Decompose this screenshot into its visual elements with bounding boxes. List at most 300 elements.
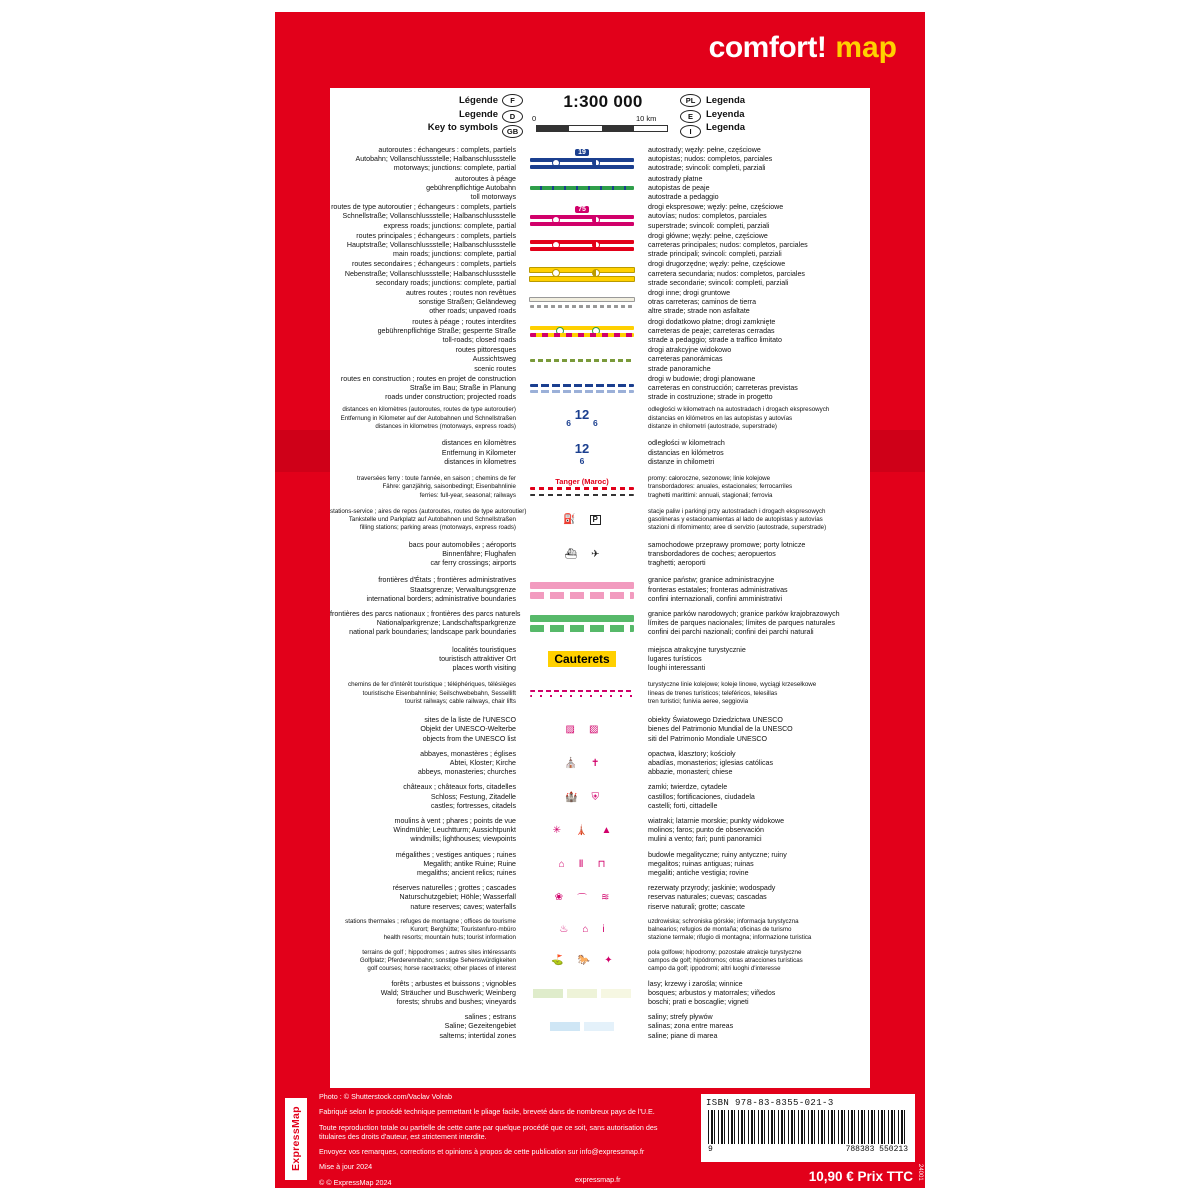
label-de: Naturschutzgebiet; Höhle; Wasserfall: [399, 893, 516, 902]
legend-title-en: Key to symbols: [427, 122, 498, 133]
label-fr: localités touristiques: [452, 645, 516, 654]
language-flags-right: [680, 94, 701, 141]
label-en: scenic routes: [474, 364, 516, 373]
label-pl: drogi w budowie; drogi planowane: [648, 374, 756, 383]
label-es: autopistas; nudos: completos, parciales: [648, 155, 773, 164]
label-it: distanze in chilometri: [648, 457, 715, 466]
symbol-scenic-route: [523, 357, 641, 363]
legend-title-es: Leyenda: [706, 108, 745, 120]
row-symbol: [522, 954, 642, 966]
label-fr: abbayes, monastères ; églises: [420, 749, 516, 758]
label-it: campo da golf; ippodromi; altri luoghi d'interesse: [648, 965, 781, 973]
row-left-text: [330, 541, 522, 569]
label-pl: stacje paliw i parkingi przy autostradach i drogach ekspresowych: [648, 507, 826, 515]
label-de: Schnellstraße; Vollanschlussstelle; Halbanschlussstelle: [342, 212, 516, 221]
row-right-text: [642, 439, 870, 467]
legend-row: [330, 508, 870, 533]
row-right-text: [642, 1013, 870, 1041]
legend-row: [330, 918, 870, 943]
label-pl: obiekty Światowego Dziedzictwa UNESCO: [648, 716, 783, 725]
symbol-ferry-airport: [523, 549, 641, 560]
viewpoint-icon: ▲: [601, 825, 612, 837]
row-right-text: [642, 260, 870, 288]
label-fr: stations-service ; aires de repos (autoroutes, routes de type autoroutier): [330, 507, 527, 515]
row-right-text: [642, 980, 870, 1008]
unesco-icon-2: ▨: [589, 724, 599, 736]
label-fr: routes de type autoroutier ; échangeurs : complets, partiels: [331, 203, 516, 212]
label-en: megaliths; ancient relics; ruines: [417, 868, 516, 877]
intertidal-swatch: [584, 1022, 614, 1031]
label-en: nature reserves; caves; waterfalls: [410, 902, 516, 911]
label-es: transbordadores de coches; aeropuertos: [648, 549, 776, 558]
windmill-icon: ✳: [552, 825, 562, 837]
label-pl: pola golfowe; hipodromy; pozostałe atrakcje turystyczne: [648, 948, 802, 956]
symbol-borders: [523, 580, 641, 600]
row-symbol: [522, 441, 642, 466]
label-de: Abtei, Kloster; Kirche: [449, 758, 516, 767]
legend-row: [330, 289, 870, 317]
row-left-text: [330, 203, 522, 231]
legend-row: [330, 260, 870, 288]
legend-row: [330, 375, 870, 403]
label-pl: granice państw; granice administracyjne: [648, 576, 775, 585]
label-de: Aussichtsweg: [472, 355, 516, 364]
legend-row: [330, 475, 870, 500]
legend-row: [330, 346, 870, 374]
label-es: distancias en kilómetros en las autopistas y autovías: [648, 414, 793, 422]
legend-titles-right: [706, 94, 745, 135]
row-left-text: [330, 851, 522, 879]
label-en: toll-roads; closed roads: [442, 336, 516, 345]
label-pl: budowle megalityczne; ruiny antyczne; ruiny: [648, 850, 787, 859]
row-left-text: [330, 406, 522, 431]
row-left-text: [330, 146, 522, 174]
legend-title-it: Legenda: [706, 122, 746, 133]
label-es: bienes del Patrimonio Mundial de la UNESCO: [648, 725, 793, 734]
row-right-text: [642, 475, 870, 500]
row-right-text: [642, 541, 870, 569]
symbol-megaliths: [523, 859, 641, 870]
row-left-text: [330, 750, 522, 778]
label-es: gasolineras y estacionamientas al lado de autopistas y autovías: [648, 516, 823, 524]
label-it: altre strade; strade non asfaltate: [648, 307, 750, 316]
label-it: autostrade a pedaggio: [648, 193, 719, 202]
label-fr: routes à péage ; routes interdites: [412, 317, 516, 326]
label-en: castles; fortresses, citadels: [430, 801, 516, 810]
label-es: carreteras panorámicas: [648, 355, 723, 364]
row-left-text: [330, 783, 522, 811]
row-symbol: [522, 890, 642, 905]
national-park-band: [530, 615, 634, 622]
legend-row: [330, 146, 870, 174]
label-it: castelli; forti, cittadelle: [648, 801, 718, 810]
label-es: carreteras en construcción; carreteras previstas: [648, 384, 798, 393]
label-en: express roads; junctions: complete, partial: [383, 221, 516, 230]
row-right-text: [642, 508, 870, 533]
brand-word-map: map: [835, 30, 897, 64]
symbol-services: [523, 515, 641, 525]
label-en: salterns; intertidal zones: [439, 1031, 516, 1040]
row-left-text: [330, 576, 522, 604]
row-right-text: [642, 949, 870, 974]
label-it: megaliti; antiche vestigia; rovine: [648, 868, 749, 877]
distance-total-label: 12: [574, 440, 590, 456]
label-en: distances in kilometres (motorways, express roads): [375, 423, 516, 431]
scale-block: [528, 92, 678, 138]
label-de: Saline; Gezeitengebiet: [444, 1022, 516, 1031]
label-it: siti del Patrimonio Mondiale UNESCO: [648, 734, 768, 743]
label-en: other roads; unpaved roads: [429, 307, 516, 316]
symbol-resorts: [523, 926, 641, 934]
label-de: Golfplatz; Pferderennbahn; sonstige Sehenswürdigkeiten: [359, 956, 516, 964]
update-note: Mise à jour 2024: [319, 1162, 373, 1172]
label-fr: autres routes ; routes non revêtues: [405, 289, 516, 298]
label-fr: salines ; estrans: [464, 1013, 516, 1022]
nature-reserve-icon: ❀: [554, 892, 563, 904]
legend-title-de: Legende: [458, 108, 498, 120]
label-en: distances in kilometres: [444, 457, 516, 466]
label-en: international borders; administrative boundaries: [366, 594, 516, 603]
parking-icon: P: [590, 515, 601, 525]
scale-bar: [528, 114, 678, 138]
legend-row: [330, 576, 870, 604]
row-symbol: [522, 614, 642, 634]
label-es: carreteras principales; nudos: completos, parciales: [648, 241, 808, 250]
symbol-tourist-railways: [523, 688, 641, 698]
label-de: Schloss; Festung, Zitadelle: [430, 792, 516, 801]
row-left-text: [330, 439, 522, 467]
label-en: tourist railways; cable railways, chair lifts: [404, 697, 516, 705]
label-fr: distances en kilomètres: [441, 439, 516, 448]
symbol-unesco: [523, 724, 641, 735]
row-left-text: [330, 918, 522, 943]
row-right-text: [642, 289, 870, 317]
legend-row: [330, 203, 870, 231]
label-it: mulini a vento; fari; punti panoramici: [648, 835, 762, 844]
barcode-block: [701, 1094, 915, 1162]
closed-road-line: [530, 333, 634, 337]
label-pl: drogi inne; drogi gruntowe: [648, 289, 731, 298]
scale-ratio: 1:300 000: [563, 92, 643, 111]
express-road-line-2: [530, 222, 634, 226]
barcode-digits: 788383 550213: [845, 1145, 908, 1154]
row-right-text: [642, 646, 870, 674]
scale-max-label: 10 km: [636, 114, 657, 123]
toll-road-line: [530, 326, 634, 330]
row-symbol: [522, 651, 642, 667]
label-de: touristische Eisenbahnlinie; Seilschwebebahn, Sessellift: [362, 689, 516, 697]
scale-min-label: 0: [532, 114, 537, 123]
label-pl: autostrady; węzły: pełne, częściowe: [648, 146, 761, 154]
legend-title-fr: Légende: [458, 95, 498, 106]
label-it: loughi interessanti: [648, 664, 706, 672]
row-left-text: [330, 346, 522, 374]
main-road-line-2: [530, 247, 634, 251]
label-en: national park boundaries; landscape park boundaries: [349, 628, 516, 637]
row-left-text: [330, 716, 522, 744]
row-right-text: [642, 851, 870, 879]
label-pl: wiatraki; latarnie morskie; punkty widokowe: [648, 816, 785, 825]
row-left-text: [330, 980, 522, 1008]
under-construction-line: [530, 384, 634, 387]
label-it: traghetti marittimi: annuali, stagionali; ferrovia: [648, 491, 773, 499]
row-left-text: [330, 1013, 522, 1041]
label-it: tren turistici; funivia aeree, seggiovia: [648, 697, 749, 705]
website-label: expressmap.fr: [575, 1175, 621, 1184]
row-symbol: [522, 382, 642, 394]
price-label: 10,90 € Prix TTC: [808, 1169, 913, 1184]
express-road-line: [530, 215, 634, 219]
label-fr: routes secondaires ; échangeurs : complets, partiels: [351, 260, 516, 269]
label-de: sonstige Straßen; Geländeweg: [418, 298, 516, 307]
legend-title-pl: Legenda: [706, 95, 746, 106]
isbn-label: ISBN 978-83-8355-021-3: [706, 1098, 834, 1108]
express-road-number-badge: 75: [575, 206, 589, 213]
motorway-number-badge: 19: [575, 149, 589, 156]
legend-row: [330, 884, 870, 912]
label-it: strade principali; svincoli: completi, parziali: [648, 250, 782, 259]
label-pl: turystyczne linie kolejowe; koleje linowe, wyciągi krzesełkowe: [648, 681, 817, 689]
publisher-logo: ExpressMap: [285, 1098, 307, 1180]
copyright-note: Toute reproduction totale ou partielle de cette carte par quelque procédé que ce soit, sans autorisation des titulaires des droits d'auteur, est strictement interdite.: [319, 1122, 658, 1141]
symbol-ferry-rail: [523, 478, 641, 498]
main-road-line: [530, 240, 634, 244]
legend-row: [330, 541, 870, 569]
brand-word-comfort: comfort!: [708, 30, 827, 64]
row-left-text: [330, 681, 522, 706]
legend-row: [330, 817, 870, 845]
label-de: Windmühle; Leuchtturm; Aussichtpunkt: [393, 826, 516, 835]
row-right-text: [642, 146, 870, 174]
label-es: carretera secundaria; nudos: completos, parciales: [648, 269, 805, 278]
symbol-main-road: [523, 238, 641, 252]
barcode-side-code: 24001: [917, 1164, 923, 1181]
label-de: Fähre: ganzjährig, saisonbedingt; Eisenbahnlinie: [382, 483, 516, 491]
legend-row: [330, 318, 870, 346]
row-left-text: [330, 646, 522, 674]
label-pl: promy: całoroczne, sezonowe; linie kolejowe: [648, 474, 771, 482]
saltern-swatch: [550, 1022, 580, 1031]
label-it: saline; piane di marea: [648, 1031, 718, 1040]
symbol-motorway: [523, 149, 641, 170]
row-symbol: [522, 825, 642, 836]
label-en: golf courses; horse racetracks; other places of interest: [367, 965, 516, 973]
row-left-text: [330, 289, 522, 317]
label-pl: odległości w kilometrach na autostradach i drogach ekspresowych: [648, 406, 830, 414]
row-symbol: [522, 926, 642, 934]
railway-line: [530, 494, 634, 496]
label-de: Binnenfähre; Flughafen: [442, 549, 516, 558]
row-right-text: [642, 406, 870, 431]
symbol-distance-road: [523, 441, 641, 466]
label-fr: routes en construction ; routes en projet de construction: [340, 374, 516, 383]
cable-car-line: [530, 695, 634, 697]
label-pl: drogi atrakcyjne widokowo: [648, 346, 732, 355]
tourist-information-icon: i: [602, 924, 605, 936]
row-right-text: [642, 610, 870, 638]
vineyard-swatch: [601, 989, 631, 998]
distance-segment-label: 6: [593, 417, 598, 428]
label-es: molinos; faros; punto de observación: [648, 826, 764, 835]
row-left-text: [330, 817, 522, 845]
tourist-railway-line: [530, 690, 634, 692]
row-symbol: [522, 478, 642, 498]
label-es: lugares turísticos: [648, 654, 702, 663]
row-symbol: [522, 206, 642, 227]
row-left-text: [330, 375, 522, 403]
legend-row: [330, 439, 870, 467]
label-it: strade a pedaggio; strade a traffico limitato: [648, 336, 782, 345]
flag-i: I: [680, 125, 701, 138]
row-right-text: [642, 884, 870, 912]
legend-sheet: [330, 88, 870, 1088]
row-symbol: [522, 515, 642, 525]
legend-row: [330, 610, 870, 638]
flag-pl: PL: [680, 94, 701, 107]
label-en: main roads; junctions: complete, partial: [392, 250, 516, 259]
label-it: superstrade; svincoli: completi, parziali: [648, 221, 770, 230]
label-it: strade secondarie; svincoli: completi, parziali: [648, 278, 789, 287]
label-fr: sites de la liste de l'UNESCO: [424, 716, 516, 725]
row-symbol: [522, 149, 642, 170]
unpaved-road-line: [530, 305, 634, 308]
label-de: Straße im Bau; Straße in Planung: [409, 384, 516, 393]
label-de: gebührenpflichtige Straße; gesperrte Straße: [377, 326, 516, 335]
row-symbol: [522, 580, 642, 600]
symbol-roads-under-construction: [523, 382, 641, 394]
label-pl: autostrady płatne: [648, 174, 703, 183]
row-left-text: [330, 232, 522, 260]
row-symbol: [522, 989, 642, 998]
label-en: filling stations; parking areas (motorways, express roads): [359, 524, 516, 532]
ferry-destination-label: Tanger (Maroc): [555, 476, 609, 486]
castle-icon: 🏰: [565, 791, 578, 803]
label-pl: drogi dodatkowo płatne; drogi zamknięte: [648, 317, 776, 326]
symbol-religious: [523, 758, 641, 769]
symbol-castles: [523, 792, 641, 803]
language-flags-left: [502, 94, 523, 141]
label-de: touristisch attraktiver Ort: [439, 654, 516, 663]
label-fr: terrains de golf ; hippodromes ; autres sites intéressants: [362, 948, 516, 956]
label-en: abbeys, monasteries; churches: [417, 768, 516, 777]
distance-segment-label: 6: [566, 417, 571, 428]
label-es: carreteras de peaje; carreteras cerradas: [648, 326, 775, 335]
label-es: campos de golf; hipódromos; otras atracciones turísticas: [648, 956, 803, 964]
row-right-text: [642, 918, 870, 943]
barcode-bars: [708, 1110, 908, 1144]
waterfall-icon: ≋: [601, 892, 610, 904]
label-de: Autobahn; Vollanschlussstelle; Halbanschlussstelle: [355, 155, 516, 164]
secondary-road-line: [529, 267, 635, 273]
label-en: toll motorways: [470, 193, 516, 202]
legend-row: [330, 1013, 870, 1041]
symbol-toll-closed-roads: [523, 324, 641, 338]
abbey-icon: ⛪: [564, 758, 578, 769]
label-fr: autoroutes à péage: [454, 174, 516, 183]
label-es: otras carreteras; caminos de tierra: [648, 298, 757, 307]
symbol-leisure: [523, 954, 641, 966]
row-symbol: [522, 724, 642, 735]
row-left-text: [330, 318, 522, 346]
symbol-distance-motorway: [523, 406, 641, 428]
row-symbol: [522, 185, 642, 192]
unesco-icon: ▨: [565, 724, 575, 736]
row-symbol: [522, 792, 642, 803]
label-es: líneas de trenes turísticos; teleféricos, telesillas: [648, 689, 778, 697]
label-es: megalitos; ruinas antiguas; ruinas: [648, 859, 754, 868]
label-it: autostrade; svincoli: completi, parziali: [648, 164, 766, 173]
fuel-pump-icon: ⛽: [563, 514, 576, 526]
label-de: Entfernung in Kilometer: [441, 448, 516, 457]
row-right-text: [642, 576, 870, 604]
label-es: bosques; arbustos y matorrales; viñedos: [648, 988, 776, 997]
label-es: límites de parques nacionales; límites de parques naturales: [648, 619, 835, 628]
label-de: Megalith; antike Ruine; Ruine: [423, 859, 516, 868]
label-fr: châteaux ; châteaux forts, citadelles: [403, 783, 516, 792]
row-right-text: [642, 346, 870, 374]
label-en: places worth visiting: [452, 664, 516, 672]
airport-icon: ✈: [591, 549, 600, 561]
symbol-secondary-road: [523, 265, 641, 283]
row-right-text: [642, 783, 870, 811]
label-it: traghetti; aeroporti: [648, 559, 706, 568]
label-fr: distances en kilomètres (autoroutes, routes de type autoroutier): [342, 406, 516, 414]
legend-row: [330, 949, 870, 974]
forest-swatch: [533, 989, 563, 998]
row-left-text: [330, 949, 522, 974]
row-symbol: [522, 296, 642, 310]
label-pl: opactwa, klasztory; kościoły: [648, 749, 736, 758]
legend-header: [330, 88, 870, 143]
other-interest-icon: ✦: [604, 954, 613, 966]
footer-area: [275, 1090, 925, 1188]
label-it: confini internazionali, confini amministrativi: [648, 594, 783, 603]
symbol-other-roads: [523, 296, 641, 310]
label-es: reservas naturales; cuevas; cascadas: [648, 893, 767, 902]
legend-row: [330, 851, 870, 879]
row-left-text: [330, 610, 522, 638]
label-de: gebührenpflichtige Autobahn: [426, 183, 516, 192]
international-border-band: [530, 582, 634, 589]
flag-d: D: [502, 110, 523, 123]
row-left-text: [330, 507, 527, 533]
label-fr: routes principales ; échangeurs : complets, partiels: [356, 231, 516, 240]
label-pl: drogi główne; węzły: pełne, częściowe: [648, 231, 768, 240]
label-it: abbazie, monasteri; chiese: [648, 768, 733, 777]
label-de: Objekt der UNESCO-Welterbe: [420, 725, 516, 734]
label-fr: routes pittoresques: [455, 346, 516, 355]
flag-gb: GB: [502, 125, 523, 138]
label-pl: drogi ekspresowe; węzły: pełne, częściowe: [648, 203, 784, 212]
copyright-line: © © ExpressMap 2024: [319, 1177, 392, 1187]
label-fr: chemins de fer d'intérêt touristique ; téléphériques, télésièges: [348, 681, 516, 689]
label-it: distanze in chilometri (autostrade, superstrade): [648, 423, 777, 431]
symbol-vegetation: [523, 989, 641, 998]
symbol-windmill-lighthouse-viewpoint: [523, 825, 641, 836]
label-de: Hauptstraße; Vollanschlussstelle; Halbanschlussstelle: [346, 241, 516, 250]
row-symbol: [522, 688, 642, 698]
tourist-place-example-label: Cauterets: [548, 651, 615, 667]
legend-row: [330, 646, 870, 674]
horse-racetrack-icon: 🐎: [577, 954, 591, 966]
row-left-text: [330, 260, 522, 288]
label-es: abadías, monasterios; iglesias católicas: [648, 758, 773, 767]
scenic-route-line: [530, 359, 634, 362]
row-symbol: [522, 859, 642, 870]
label-pl: rezerwaty przyrody; jaskinie; wodospady: [648, 884, 776, 893]
barcode-numbers: [702, 1144, 914, 1155]
label-es: transbordadores: anuales, estacionales; ferrocarriles: [648, 483, 793, 491]
